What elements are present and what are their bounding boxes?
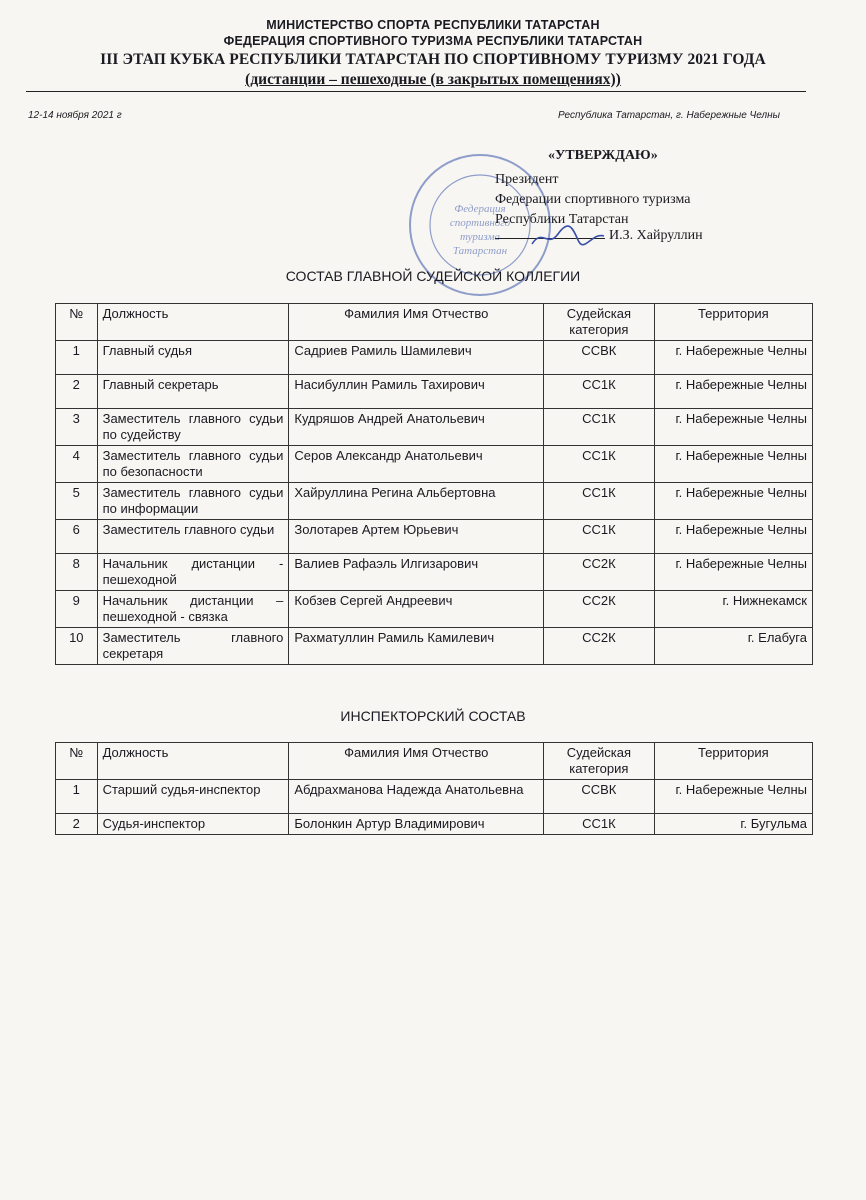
header-category: Судейская категория — [544, 743, 655, 780]
row-name: Кобзев Сергей Андреевич — [289, 591, 544, 628]
section-inspectors-title: ИНСПЕКТОРСКИЙ СОСТАВ — [340, 708, 526, 724]
row-position: Главный судья — [97, 341, 289, 375]
row-territory: г. Набережные Челны — [654, 483, 812, 520]
inspectors-table — [55, 742, 813, 835]
row-name: Рахматуллин Рамиль Камилевич — [289, 628, 544, 665]
row-num: 5 — [56, 483, 98, 520]
header-territory: Территория — [654, 743, 812, 780]
row-category: СС1К — [544, 483, 655, 520]
svg-text:Татарстан: Татарстан — [452, 245, 508, 257]
signature-scribble — [528, 222, 608, 252]
row-name: Болонкин Артур Владимирович — [289, 814, 544, 835]
table-row — [56, 814, 813, 835]
svg-text:спортивного: спортивного — [449, 217, 511, 229]
row-position: Судья-инспектор — [97, 814, 289, 835]
row-num: 10 — [56, 628, 98, 665]
row-category: СС1К — [544, 446, 655, 483]
row-territory: г. Набережные Челны — [654, 446, 812, 483]
signer-name: И.З. Хайруллин — [609, 228, 703, 243]
table-row — [56, 446, 813, 483]
row-num: 6 — [56, 520, 98, 554]
table-row — [56, 591, 813, 628]
row-position: Заместитель главного секретаря — [97, 628, 289, 665]
row-name: Серов Александр Анатольевич — [289, 446, 544, 483]
row-category: СС1К — [544, 814, 655, 835]
row-num: 3 — [56, 409, 98, 446]
table-row — [56, 483, 813, 520]
row-territory: г. Елабуга — [654, 628, 812, 665]
row-territory: г. Набережные Челны — [654, 780, 812, 814]
row-category: СС2К — [544, 591, 655, 628]
row-num: 2 — [56, 814, 98, 835]
row-num: 1 — [56, 341, 98, 375]
row-territory: г. Бугульма — [654, 814, 812, 835]
federation-title: ФЕДЕРАЦИЯ СПОРТИВНОГО ТУРИЗМА РЕСПУБЛИКИ ТАТАРСТАН — [223, 34, 643, 48]
row-category: СС1К — [544, 520, 655, 554]
row-name: Валиев Рафаэль Илгизарович — [289, 554, 544, 591]
row-name: Садриев Рамиль Шамилевич — [289, 341, 544, 375]
ministry-title: МИНИСТЕРСТВО СПОРТА РЕСПУБЛИКИ ТАТАРСТАН — [266, 18, 600, 32]
row-position: Главный секретарь — [97, 375, 289, 409]
header-category: Судейская категория — [544, 304, 655, 341]
header-rule — [26, 91, 806, 92]
table-row — [56, 375, 813, 409]
row-position: Начальник дистанции - пешеходной — [97, 554, 289, 591]
header-name: Фамилия Имя Отчество — [289, 743, 544, 780]
svg-text:туризма: туризма — [460, 231, 500, 243]
event-place: Республика Татарстан, г. Набережные Челны — [557, 110, 780, 121]
header-num: № — [56, 743, 98, 780]
section-main-panel-title: СОСТАВ ГЛАВНОЙ СУДЕЙСКОЙ КОЛЛЕГИИ — [285, 268, 581, 284]
row-num: 2 — [56, 375, 98, 409]
row-position: Заместитель главного судьи по судейству — [97, 409, 289, 446]
row-name: Кудряшов Андрей Анатольевич — [289, 409, 544, 446]
row-territory: г. Набережные Челны — [654, 409, 812, 446]
table-row — [56, 520, 813, 554]
row-territory: г. Нижнекамск — [654, 591, 812, 628]
header-position: Должность — [97, 304, 289, 341]
row-num: 8 — [56, 554, 98, 591]
row-position: Начальник дистанции – пешеходной - связка — [97, 591, 289, 628]
event-date: 12-14 ноября 2021 г — [28, 110, 122, 121]
main-panel-table — [55, 303, 813, 665]
table-header-row — [56, 304, 813, 341]
row-position: Старший судья-инспектор — [97, 780, 289, 814]
header-territory: Территория — [654, 304, 812, 341]
row-territory: г. Набережные Челны — [654, 341, 812, 375]
row-category: СС1К — [544, 375, 655, 409]
row-position: Заместитель главного судьи — [97, 520, 289, 554]
table-row — [56, 628, 813, 665]
approval-title: «УТВЕРЖДАЮ» — [548, 148, 658, 163]
row-num: 1 — [56, 780, 98, 814]
row-category: СС1К — [544, 409, 655, 446]
table-row — [56, 554, 813, 591]
row-territory: г. Набережные Челны — [654, 375, 812, 409]
row-position: Заместитель главного судьи по безопасности — [97, 446, 289, 483]
table-header-row — [56, 743, 813, 780]
table-row — [56, 409, 813, 446]
table-row — [56, 341, 813, 375]
row-category: ССВК — [544, 780, 655, 814]
row-name: Насибуллин Рамиль Тахирович — [289, 375, 544, 409]
approval-line-1: Президент — [495, 172, 559, 187]
event-title: III ЭТАП КУБКА РЕСПУБЛИКИ ТАТАРСТАН ПО СПОРТИВНОМУ ТУРИЗМУ 2021 ГОДА — [100, 51, 766, 68]
row-num: 9 — [56, 591, 98, 628]
approval-line-3: Республики Татарстан — [495, 212, 629, 227]
row-name: Хайруллина Регина Альбертовна — [289, 483, 544, 520]
header-name: Фамилия Имя Отчество — [289, 304, 544, 341]
approval-line-2: Федерации спортивного туризма — [495, 192, 691, 207]
row-num: 4 — [56, 446, 98, 483]
row-territory: г. Набережные Челны — [654, 520, 812, 554]
svg-text:Федерация: Федерация — [454, 203, 506, 215]
row-category: СС2К — [544, 628, 655, 665]
header-position: Должность — [97, 743, 289, 780]
row-category: ССВК — [544, 341, 655, 375]
row-name: Абдрахманова Надежда Анатольевна — [289, 780, 544, 814]
row-territory: г. Набережные Челны — [654, 554, 812, 591]
header-num: № — [56, 304, 98, 341]
table-row — [56, 780, 813, 814]
event-subtitle: (дистанции – пешеходные (в закрытых помещениях)) — [245, 71, 621, 88]
row-position: Заместитель главного судьи по информации — [97, 483, 289, 520]
row-category: СС2К — [544, 554, 655, 591]
row-name: Золотарев Артем Юрьевич — [289, 520, 544, 554]
